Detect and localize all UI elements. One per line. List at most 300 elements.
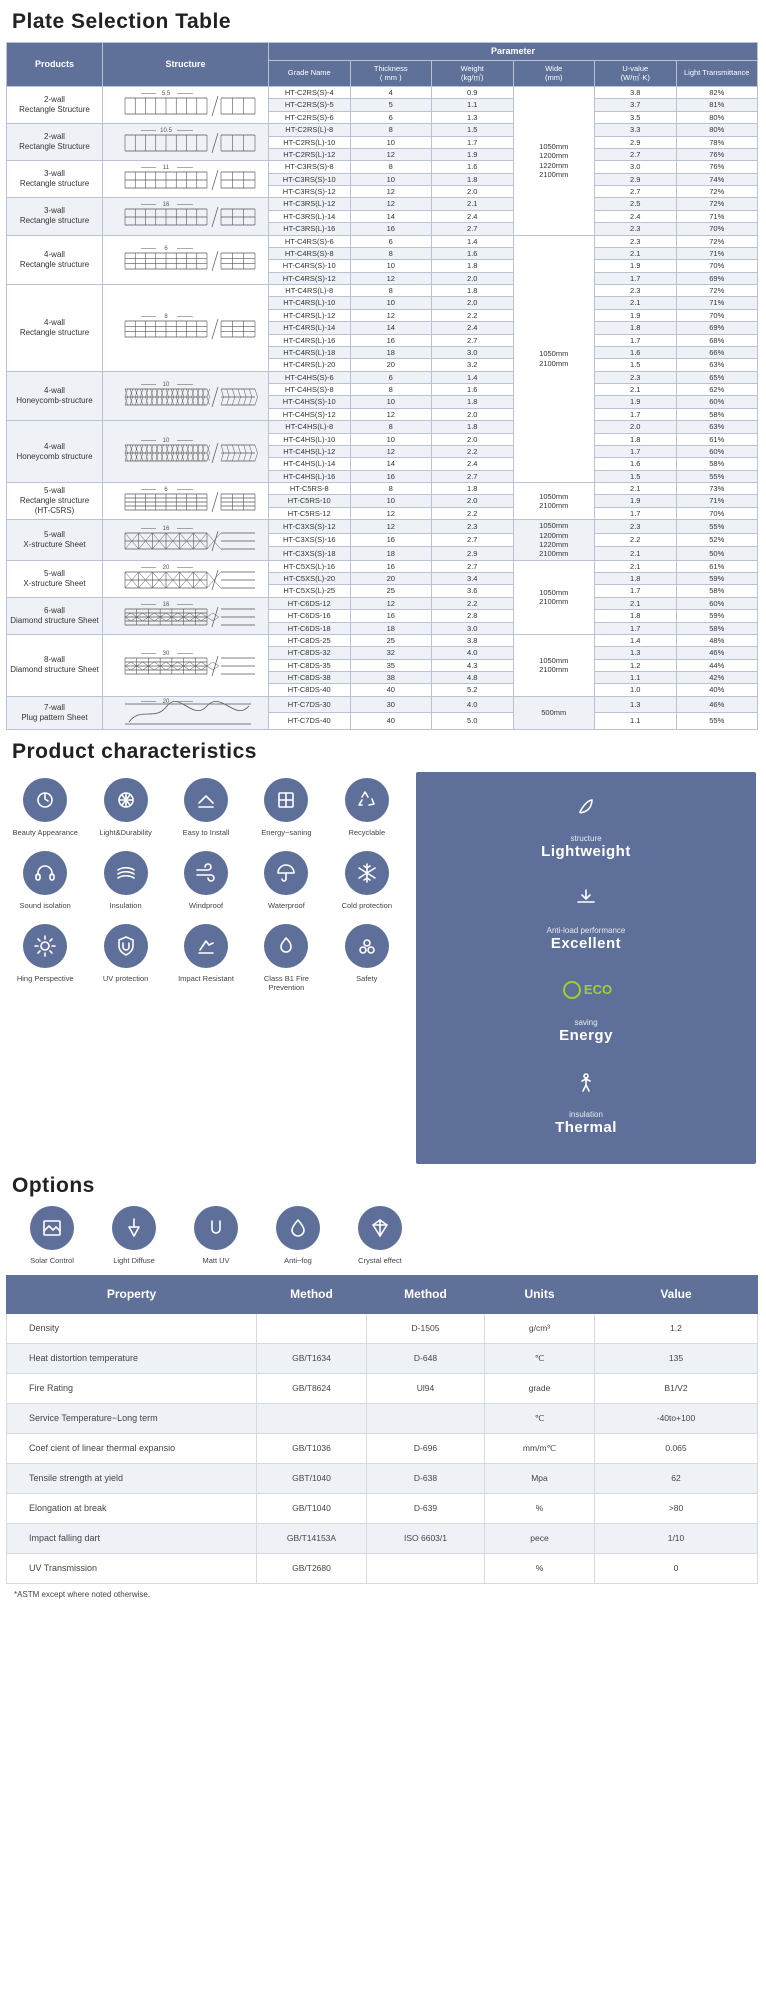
svg-text:8: 8 [163,313,168,320]
light-transmittance-cell: 48% [676,634,758,646]
u-value-cell: 1.5 [595,470,677,482]
wide-cell [513,634,595,696]
weight-cell: 3.8 [432,634,514,646]
option-item[interactable] [258,1206,338,1265]
product-line: X-structure Sheet [23,539,86,549]
thickness-cell: 14 [350,458,432,470]
thickness-cell: 12 [350,408,432,420]
light-transmittance-cell: 81% [676,99,758,111]
thickness-cell: 18 [350,547,432,561]
highlight-sub: insulation [569,1109,603,1119]
options-title: Options [12,1173,95,1197]
characteristic-item [328,778,406,837]
table-row [7,161,758,173]
structure-diagram [103,235,269,285]
product-line: Rectangle Structure [19,142,90,152]
product-line: 2-wall [44,132,65,142]
u-value-cell: 2.3 [595,285,677,297]
product-cell [7,371,103,421]
weight-cell: 4.8 [432,672,514,684]
table-row [7,124,758,136]
structure-diagram [103,371,269,421]
grade-name-cell: HT-C3RS(S)-12 [269,186,351,198]
u-value-cell: 1.3 [595,696,677,713]
light-transmittance-cell: 61% [676,433,758,445]
weight-cell: 2.7 [432,334,514,346]
properties-footnote: *ASTM except where noted otherwise. [14,1589,151,1599]
weight-cell: 3.2 [432,359,514,371]
wide-line: 1220mm [539,539,569,549]
product-line: 4-wall [44,385,65,395]
weight-cell: 2.1 [432,198,514,210]
properties-table [6,1275,758,1584]
u-value-cell: 2.1 [595,560,677,572]
u-value-cell: 1.7 [595,622,677,634]
thickness-cell: 14 [350,210,432,222]
wide-line: 2100mm [539,170,569,180]
characteristic-label: Beauty Appearance [12,827,78,837]
th-wide [513,61,595,87]
structure-diagram [103,285,269,372]
method-2-cell: D-696 [367,1433,485,1463]
light-transmittance-cell: 70% [676,507,758,519]
u-value-cell: 1.8 [595,610,677,622]
grade-name-cell: HT-C2RS(L)-10 [269,136,351,148]
weight-cell: 1.8 [432,396,514,408]
grade-name-cell: HT-C5RS-10 [269,495,351,507]
characteristic-item [167,924,245,992]
plate-selection-table [6,42,758,730]
wide-line: 1050mm [539,349,569,359]
structure-diagram [103,87,269,124]
thickness-cell: 12 [350,445,432,457]
option-item[interactable] [176,1206,256,1265]
value-cell: 0.065 [595,1433,758,1463]
product-line: 2-wall [44,95,65,105]
weight-cell: 1.6 [432,247,514,259]
svg-text:20: 20 [162,698,169,705]
svg-text:10: 10 [162,437,169,444]
thickness-cell: 10 [350,297,432,309]
u-value-cell: 2.1 [595,597,677,609]
characteristic-label: Easy to Install [182,827,230,837]
light-transmittance-cell: 61% [676,560,758,572]
wide-line: 2100mm [539,549,569,559]
table-row [7,1313,758,1343]
weight-cell: 1.6 [432,161,514,173]
characteristic-item [6,924,84,992]
thickness-cell: 8 [350,483,432,495]
characteristic-label: Sound isolation [19,900,71,910]
weight-cell: 2.2 [432,445,514,457]
thickness-cell: 20 [350,573,432,585]
thickness-cell: 25 [350,585,432,597]
grade-name-cell: HT-C5XS(L)-16 [269,560,351,572]
grade-name-cell: HT-C5XS(L)-20 [269,573,351,585]
light-transmittance-cell: 60% [676,597,758,609]
wide-cell [513,483,595,520]
light-transmittance-cell: 70% [676,309,758,321]
properties-table-head [7,1275,758,1313]
characteristic-item [86,778,164,837]
thickness-cell: 6 [350,111,432,123]
light-transmittance-cell: 58% [676,458,758,470]
svg-text:5.5: 5.5 [161,91,170,98]
product-cell [7,520,103,561]
thickness-cell: 16 [350,334,432,346]
product-line: Diamond structure Sheet [10,615,99,625]
property-name-cell: Elongation at break [7,1493,257,1523]
weight-cell: 3.0 [432,346,514,358]
thickness-cell: 10 [350,136,432,148]
u-value-cell: 1.6 [595,458,677,470]
structure-diagram [103,597,269,634]
weight-cell: 2.4 [432,322,514,334]
method-2-cell: D-639 [367,1493,485,1523]
light-transmittance-cell: 52% [676,533,758,547]
light-transmittance-cell: 62% [676,384,758,396]
grade-name-cell: HT-C3RS(L)-16 [269,223,351,235]
u-value-cell: 1.8 [595,573,677,585]
th-structure: Structure [103,43,269,87]
units-cell: Mpa [485,1463,595,1493]
characteristic-item [86,851,164,910]
anti-fog-icon [276,1206,320,1250]
method-1-cell: GBT/1040 [257,1463,367,1493]
units-cell: % [485,1493,595,1523]
u-value-cell: 3.0 [595,161,677,173]
option-item[interactable] [340,1206,420,1265]
characteristic-label: Hing Perspective [16,973,74,983]
thickness-cell: 8 [350,285,432,297]
u-value-cell: 1.5 [595,359,677,371]
light-transmittance-cell: 55% [676,713,758,730]
u-value-cell: 2.9 [595,136,677,148]
thickness-cell: 8 [350,247,432,259]
th-property: Property [7,1275,257,1313]
grade-name-cell: HT-C8DS-35 [269,659,351,671]
weight-cell: 1.4 [432,371,514,383]
units-cell: mm/m℃ [485,1433,595,1463]
table-row [7,1523,758,1553]
option-label: Solar Control [30,1255,74,1265]
table-row [7,87,758,99]
weight-cell: 2.4 [432,458,514,470]
structure-diagram [103,560,269,597]
thickness-cell: 10 [350,396,432,408]
grade-name-cell: HT-C2RS(L)-8 [269,124,351,136]
characteristic-item [167,851,245,910]
product-cell [7,597,103,634]
grade-name-cell: HT-C3XS(S)-18 [269,547,351,561]
weight-cell: 2.7 [432,560,514,572]
weight-cell: 1.8 [432,421,514,433]
wide-line: 2100mm [539,597,569,607]
document-page [0,10,766,1609]
wide-line: 1050mm [539,587,569,597]
thickness-cell: 16 [350,223,432,235]
method-2-cell: D-648 [367,1343,485,1373]
thickness-cell: 12 [350,272,432,284]
method-1-cell [257,1403,367,1433]
th-thickness-line2: ( mm ) [379,72,402,82]
grade-name-cell: HT-C4RS(L)-20 [269,359,351,371]
u-value-cell: 2.1 [595,297,677,309]
units-cell: ℃ [485,1403,595,1433]
u-value-cell: 2.3 [595,235,677,247]
thickness-cell: 20 [350,359,432,371]
characteristic-item [247,778,325,837]
grade-name-cell: HT-C3RS(S)-8 [269,161,351,173]
sun-rays-icon [23,924,67,968]
weight-cell: 5.2 [432,684,514,696]
u-value-cell: 1.4 [595,634,677,646]
weight-cell: 2.3 [432,520,514,534]
characteristic-label: Energy−saning [261,827,312,837]
value-cell: 62 [595,1463,758,1493]
wide-line: 1200mm [539,151,569,161]
light-transmittance-cell: 66% [676,346,758,358]
product-cell [7,483,103,520]
light-transmittance-cell: 58% [676,408,758,420]
thickness-cell: 30 [350,696,432,713]
crystal-icon [358,1206,402,1250]
grade-name-cell: HT-C5RS-12 [269,507,351,519]
svg-text:11: 11 [162,165,169,172]
grade-name-cell: HT-C8DS-25 [269,634,351,646]
characteristic-label: Insulation [109,900,142,910]
product-line: Honeycomb structure [16,451,93,461]
grade-name-cell: HT-C4HS(L)-14 [269,458,351,470]
grade-name-cell: HT-C4RS(L)-14 [269,322,351,334]
characteristic-item [247,851,325,910]
highlight-block [416,874,756,952]
method-1-cell: GB/T2680 [257,1553,367,1583]
product-line: 7-wall [44,702,65,712]
wide-cell [513,235,595,483]
light-transmittance-cell: 69% [676,322,758,334]
property-name-cell: Tensile strength at yield [7,1463,257,1493]
product-cell [7,696,103,729]
structure-diagram [103,198,269,235]
grade-name-cell: HT-C8DS-40 [269,684,351,696]
weight-cell: 1.8 [432,285,514,297]
light-transmittance-cell: 80% [676,124,758,136]
grade-name-cell: HT-C4HS(L)-10 [269,433,351,445]
highlight-main: Thermal [555,1118,617,1136]
matt-uv-icon [194,1206,238,1250]
thickness-cell: 10 [350,173,432,185]
method-1-cell: GB/T1634 [257,1343,367,1373]
highlight-main: Excellent [550,934,622,952]
u-value-cell: 1.9 [595,495,677,507]
weight-cell: 2.0 [432,495,514,507]
th-weight-line2: (kg/㎡) [461,72,484,82]
grade-name-cell: HT-C7DS-30 [269,696,351,713]
grade-name-cell: HT-C4HS(L)-8 [269,421,351,433]
u-value-cell: 3.5 [595,111,677,123]
characteristic-label: UV protection [102,973,149,983]
wide-line: 1050mm [539,521,569,531]
structure-diagram [103,124,269,161]
u-value-cell: 1.7 [595,585,677,597]
table-row [7,597,758,609]
method-2-cell: Ul94 [367,1373,485,1403]
method-1-cell: GB/T8624 [257,1373,367,1403]
characteristic-item [6,778,84,837]
u-value-cell: 1.7 [595,507,677,519]
svg-text:6: 6 [163,487,168,494]
light-transmittance-cell: 82% [676,87,758,99]
weight-cell: 5.0 [432,713,514,730]
characteristic-item [328,851,406,910]
thickness-cell: 4 [350,87,432,99]
th-light-transmittance: Light Transmittance [676,61,758,87]
thickness-cell: 10 [350,495,432,507]
grade-name-cell: HT-C4HS(S)-10 [269,396,351,408]
options-grid [12,1206,760,1265]
weight-cell: 3.0 [432,622,514,634]
light-transmittance-cell: 80% [676,111,758,123]
thickness-cell: 5 [350,99,432,111]
impact-hand-icon [184,924,228,968]
method-2-cell: D-1505 [367,1313,485,1343]
u-value-cell: 1.1 [595,713,677,730]
grade-name-cell: HT-C4RS(S)-12 [269,272,351,284]
light-transmittance-cell: 55% [676,520,758,534]
th-method-1: Method [257,1275,367,1313]
table-row [7,696,758,713]
method-1-cell: GB/T1036 [257,1433,367,1463]
grade-name-cell: HT-C7DS-40 [269,713,351,730]
weight-cell: 2.7 [432,223,514,235]
u-value-cell: 2.7 [595,186,677,198]
light-transmittance-cell: 71% [676,495,758,507]
grade-name-cell: HT-C4HS(L)-12 [269,445,351,457]
page-title: Plate Selection Table [12,10,232,33]
product-cell [7,235,103,285]
characteristic-label: Impact Resistant [178,973,234,983]
th-u-value-line2: (W/㎡·K) [620,72,650,82]
u-value-cell: 2.1 [595,547,677,561]
weight-cell: 2.4 [432,210,514,222]
plate-table-head [7,43,758,87]
option-label: Crystal effect [358,1255,402,1265]
weight-cell: 4.3 [432,659,514,671]
property-name-cell: Service Temperature−Long term [7,1403,257,1433]
grade-name-cell: HT-C4RS(S)-10 [269,260,351,272]
thickness-cell: 10 [350,433,432,445]
option-item[interactable] [12,1206,92,1265]
structure-diagram [103,634,269,696]
thickness-cell: 12 [350,309,432,321]
table-row [7,371,758,383]
u-value-cell: 1.9 [595,396,677,408]
th-u-value [595,61,677,87]
u-value-cell: 3.3 [595,124,677,136]
grade-name-cell: HT-C2RS(S)-5 [269,99,351,111]
grade-name-cell: HT-C2RS(S)-6 [269,111,351,123]
product-line: 5-wall [44,486,65,496]
thickness-cell: 12 [350,507,432,519]
grade-name-cell: HT-C3RS(S)-10 [269,173,351,185]
grade-name-cell: HT-C3XS(S)-12 [269,520,351,534]
wide-cell [513,520,595,561]
weight-cell: 1.1 [432,99,514,111]
weight-cell: 2.9 [432,547,514,561]
droplet-grid-icon [104,778,148,822]
option-item[interactable] [94,1206,174,1265]
structure-diagram [103,161,269,198]
table-row [7,634,758,646]
light-transmittance-cell: 46% [676,647,758,659]
thickness-cell: 12 [350,198,432,210]
product-line: 4-wall [44,249,65,259]
product-line: Plug pattern Sheet [21,712,88,722]
method-2-cell: ISO 6603/1 [367,1523,485,1553]
weight-cell: 2.0 [432,297,514,309]
grade-name-cell: HT-C3RS(L)-14 [269,210,351,222]
th-wide-line1: Wide [545,63,563,73]
wide-line: 1050mm [539,142,569,151]
solar-control-icon [30,1206,74,1250]
table-row [7,1343,758,1373]
weight-cell: 1.6 [432,384,514,396]
wide-line: 1200mm [539,530,569,540]
light-transmittance-cell: 50% [676,547,758,561]
product-line: Rectangle structure [19,327,90,337]
u-value-cell: 1.7 [595,272,677,284]
grade-name-cell: HT-C4HS(S)-6 [269,371,351,383]
light-transmittance-cell: 71% [676,247,758,259]
table-row [7,520,758,534]
light-transmittance-cell: 46% [676,696,758,713]
light-transmittance-cell: 59% [676,573,758,585]
thickness-cell: 10 [350,260,432,272]
weight-cell: 2.0 [432,408,514,420]
product-line: Rectangle structure [19,216,90,226]
weight-cell: 2.2 [432,309,514,321]
characteristic-item [167,778,245,837]
headphone-icon [23,851,67,895]
highlight-sub: Anti-load performance [546,925,626,935]
svg-text:16: 16 [162,601,169,608]
thermal-figure-icon [416,1058,756,1106]
light-transmittance-cell: 70% [676,223,758,235]
wide-line: 1050mm [539,655,569,665]
option-label: Light Diffuse [113,1255,155,1265]
plate-table-body [7,87,758,730]
grade-name-cell: HT-C6DS-18 [269,622,351,634]
light-transmittance-cell: 40% [676,684,758,696]
wide-line: 1050mm [539,491,569,501]
light-transmittance-cell: 72% [676,285,758,297]
highlight-block [416,966,756,1044]
properties-table-body [7,1313,758,1583]
light-transmittance-cell: 74% [676,173,758,185]
u-value-cell: 1.2 [595,659,677,671]
thickness-cell: 12 [350,597,432,609]
u-value-cell: 2.1 [595,483,677,495]
product-characteristics-title: Product characteristics [12,739,257,763]
light-transmittance-cell: 78% [676,136,758,148]
highlight-sub: saving [574,1017,598,1027]
light-transmittance-cell: 59% [676,610,758,622]
structure-diagram [103,520,269,561]
thickness-cell: 8 [350,384,432,396]
star-shine-icon [23,778,67,822]
product-line: (HT-C5RS) [34,506,75,516]
